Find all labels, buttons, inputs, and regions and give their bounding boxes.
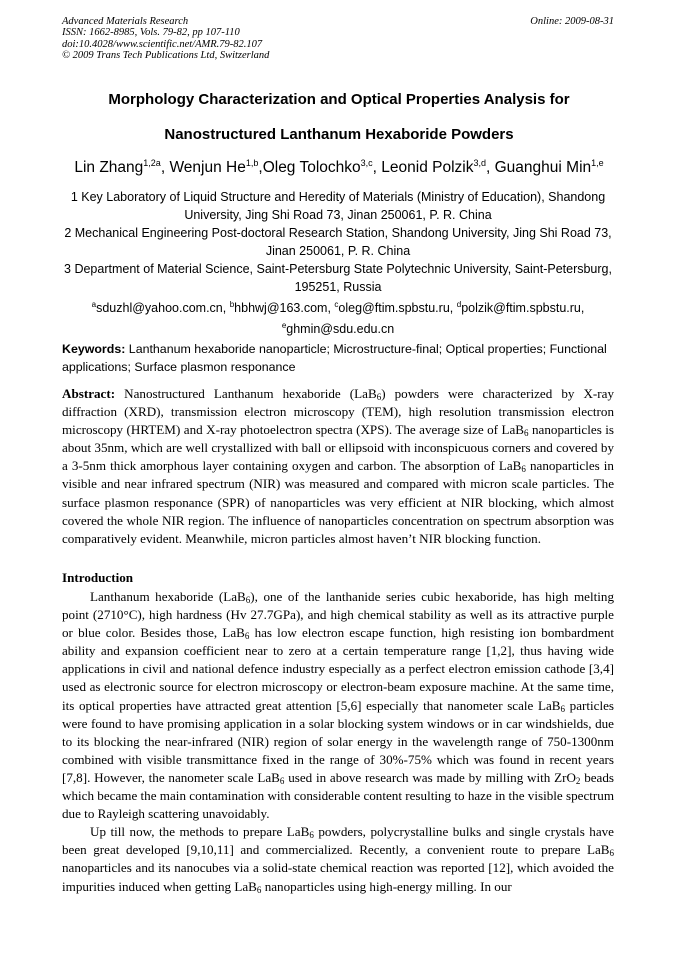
affiliation-2: 2 Mechanical Engineering Post-doctoral Research Station, Shandong University, Jing Shi Road 73, Jinan 250061, P. R. China xyxy=(64,226,612,258)
introduction-paragraph-2: Up till now, the methods to prepare LaB$_6$ powders, polycrystalline bulks and single crystals have been great developed [9,10,11] and commercialized. Recently, a convenient route to prepare LaB$_6$ nanoparticles and its nanocubes via a solid-state chemical reaction was reported [12], which avoided the impurities induced when getting LaB$_6$ nanoparticles using high-energy milling. In our xyxy=(62,824,614,895)
author-list xyxy=(40,158,638,177)
abstract-text: Nanostructured Lanthanum hexaboride (LaB$_6$) powders were characterized by X-ray diffraction (XRD), transmission electron microscopy (TEM), high resolution transmission electron microscopy (HRTEM) and X-ray photoelectron spectra (XPS). The average size of LaB$_6$ nanoparticles is about 35nm, which are well crystallized with ball or ellipsoid with inconspicuous corners and covered by a 3-5nm thick amorphous layer containing oxygen and carbon. The absorption of LaB$_6$ nanoparticles in visible and near infrared spectrum (NIR) was measured and compared with micron scale particles. The surface plasmon responance (SPR) of nanoparticles was very efficient at NIR blocking, which almost covered the whole NIR region. The influence of nanoparticles concentration on spectrum absorption was comparatively evident. Meanwhile, micron particles almost haven’t NIR blocking function. xyxy=(62,386,614,546)
journal-header xyxy=(62,16,269,61)
paper-title-line-2: Nanostructured Lanthanum Hexaboride Powders xyxy=(164,126,514,143)
introduction-heading: Introduction xyxy=(62,570,134,585)
email-item[interactable]: $^d$polzik@ftim.spbstu.ru xyxy=(456,300,581,316)
author: Lin Zhang$^{1,2a}$, xyxy=(74,158,170,177)
affiliations xyxy=(62,188,614,338)
online-date: Online: 2009-08-31 xyxy=(530,16,614,27)
author: Leonid Polzik$^{3,d}$, xyxy=(381,158,495,177)
author-emails: $^a$sduzhl@yahoo.com.cn, $^b$hbhwj@163.com, $^c$oleg@ftim.spbstu.ru, $^d$polzik@ftim.spbstu.ru, xyxy=(91,300,585,316)
author: Wenjun He$^{1,b}$, xyxy=(169,158,263,177)
journal-copyright: © 2009 Trans Tech Publications Ltd, Switzerland xyxy=(62,49,270,61)
introduction-paragraph-1: Lanthanum hexaboride (LaB$_6$), one of the lanthanide series cubic hexaboride, has high melting point (2710°C), high hardness (Hv 27.7GPa), and high chemical stability as well as its attractive purple or blue color. Besides those, LaB$_6$ has low electron escape function, high resisting ion bombardment ability and expansion coefficient near to zero at a certain temperature range [1,2], thus having wide applications in civil and national defence industry especially as a perfect electron emission cathode [3,4] used as electronic source for electron microscopy or electron-beam exposure machine. At the same time, its optical properties have attracted great attention [5,6] especially that nanometer scale LaB$_6$ particles were found to have promising application in a solar blocking system windows or in car windshields, due to its blocking the near-infrared (NIR) region of solar energy in the wavelength range of 750-1300nm combined with visible transmittance fixed in the range of 30%-75% which was found in recent years [7,8]. However, the nanometer scale LaB$_6$ used in above research was made by milling with ZrO$_2$ beads which became the main contamination with considerable content resulting to haze in the visible spectrum due to Rayleigh scattering unavoidably. xyxy=(62,589,615,822)
affiliation-3: 3 Department of Material Science, Saint-Petersburg State Polytechnic University, Saint-Petersburg, 195251, Russia xyxy=(64,262,612,294)
abstract-label: Abstract: xyxy=(62,386,116,401)
keywords xyxy=(62,340,614,376)
paper-title-line-1: Morphology Characterization and Optical Properties Analysis for xyxy=(108,91,570,108)
author: Oleg Tolochko$^{3,c}$, xyxy=(262,158,382,177)
email-item[interactable]: $^c$oleg@ftim.spbstu.ru xyxy=(334,300,450,316)
author: Guanghui Min$^{1,e}$ xyxy=(494,158,604,177)
keywords-text: Lanthanum hexaboride nanoparticle; Microstructure-final; Optical properties; Functional applications; Surface plasmon responance xyxy=(62,342,607,374)
abstract xyxy=(62,385,614,548)
affiliation-1: 1 Key Laboratory of Liquid Structure and Heredity of Materials (Ministry of Education), Shandong University, Jing Shi Road 73, Jinan 250061, P. R. China xyxy=(70,190,606,222)
email-item[interactable]: $^b$hbhwj@163.com xyxy=(229,300,328,316)
journal-issn: ISSN: 1662-8985, Vols. 79-82, pp 107-110 xyxy=(62,27,240,39)
journal-doi: doi:10.4028/www.scientific.net/AMR.79-82.107 xyxy=(62,38,263,50)
introduction-body xyxy=(62,588,614,896)
email-item[interactable]: $^a$sduzhl@yahoo.com.cn xyxy=(91,300,223,316)
journal-name: Advanced Materials Research xyxy=(62,16,189,27)
keywords-label: Keywords: xyxy=(62,342,126,356)
author-email-last[interactable]: $^e$ghmin@sdu.edu.cn xyxy=(281,321,395,337)
